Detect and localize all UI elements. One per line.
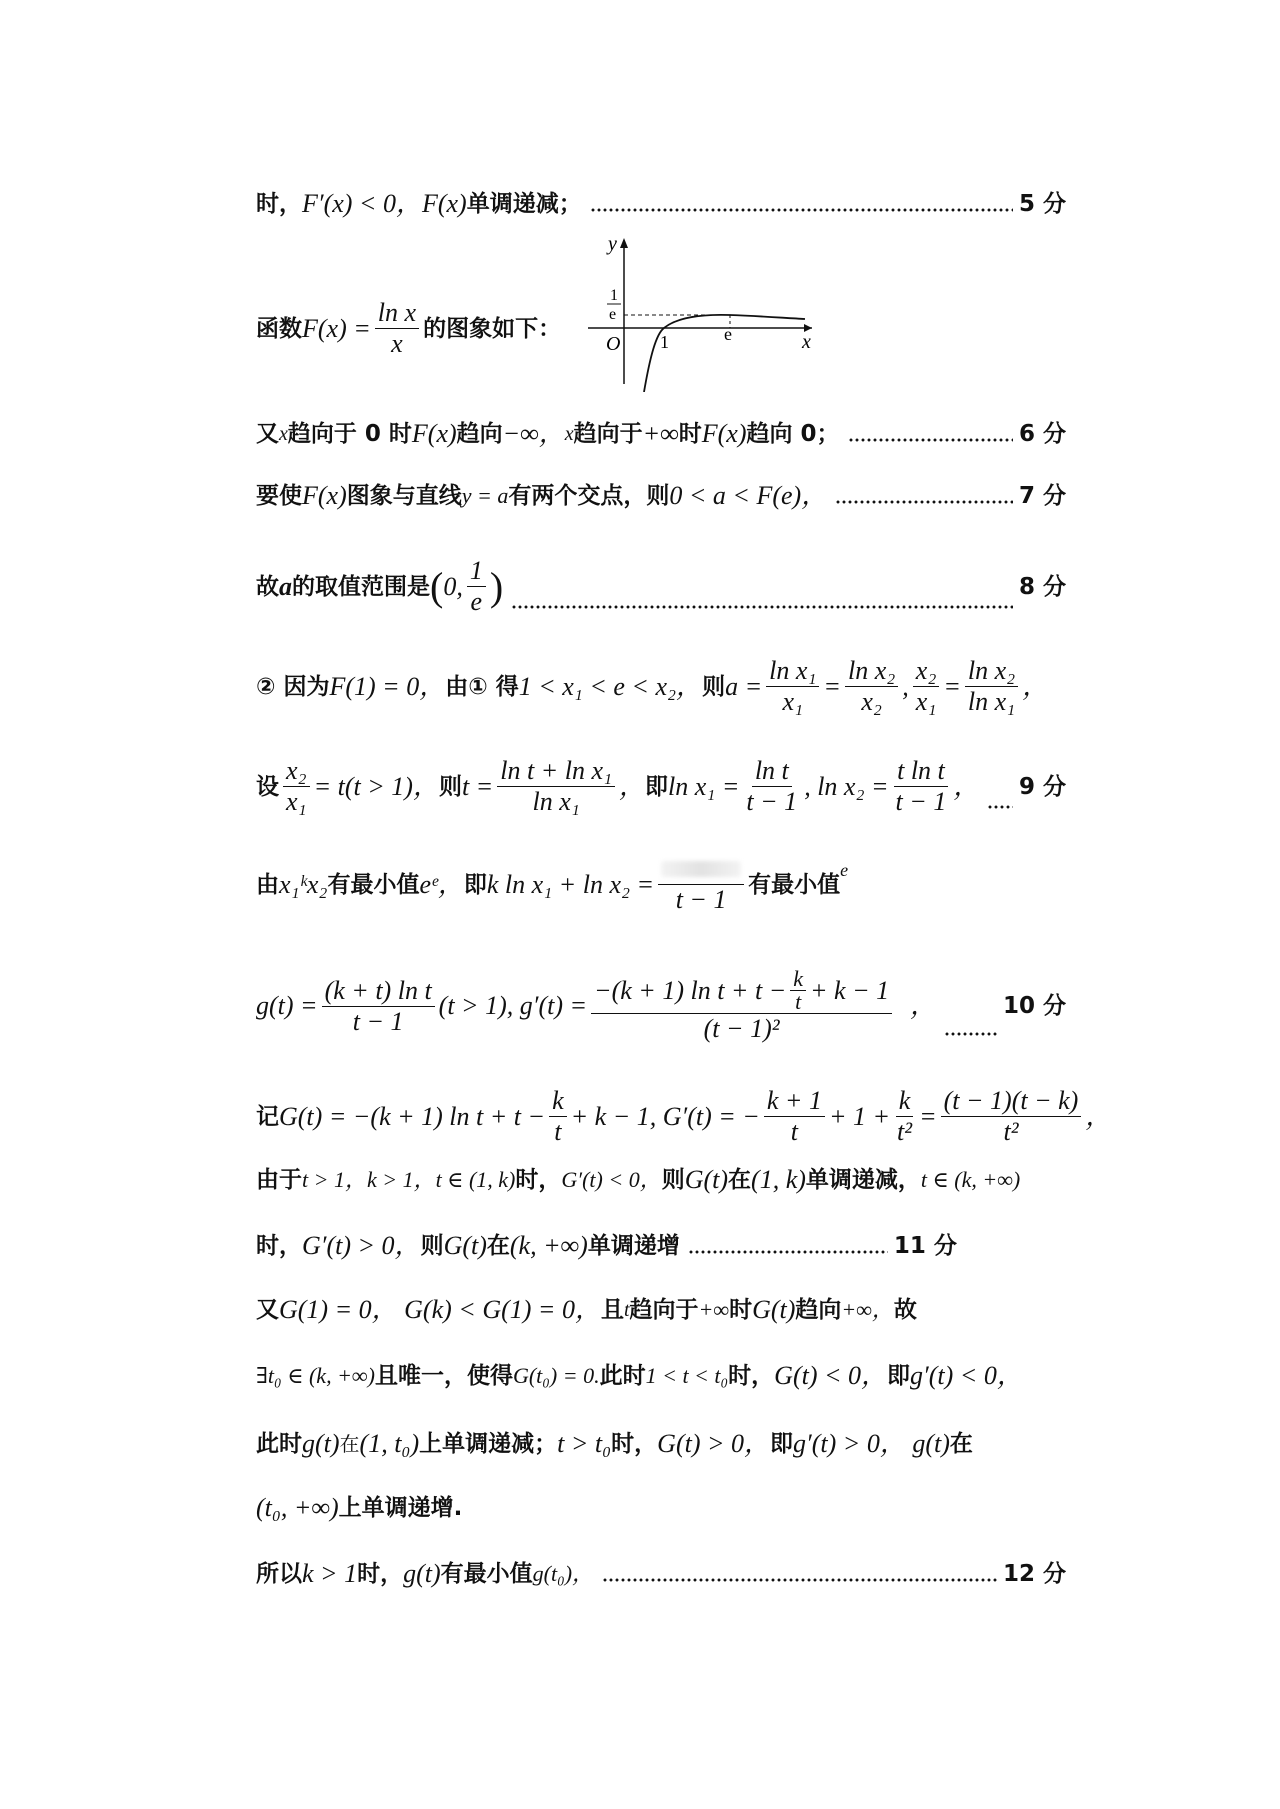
denominator: e bbox=[470, 587, 483, 616]
math: F′(x) < 0，F(x) bbox=[302, 189, 467, 218]
math: F(x) = bbox=[302, 313, 371, 343]
text: 趋向于 0 时 bbox=[287, 421, 412, 447]
dot-leader bbox=[590, 208, 1013, 212]
line-6 bbox=[256, 418, 1066, 450]
math: 1 < t < t₀ bbox=[645, 1363, 729, 1388]
math: G(1) = 0， G(k) < G(1) = 0， bbox=[279, 1295, 601, 1324]
text: 时 bbox=[678, 421, 702, 447]
math: x₁ᵏx₂ bbox=[279, 869, 328, 899]
line-G bbox=[256, 1086, 1112, 1147]
math: t bbox=[623, 1299, 630, 1321]
numerator: ln x bbox=[375, 298, 419, 329]
math: (1, t₀) bbox=[359, 1429, 420, 1458]
fraction bbox=[549, 1086, 567, 1147]
math: (t > 1), g′(t) = bbox=[438, 991, 588, 1020]
text: 图象与直线 bbox=[346, 483, 462, 509]
x-label: x bbox=[802, 331, 811, 353]
text: 则 bbox=[420, 1233, 444, 1259]
math: t > 1，k > 1，t ∈ (1, k) bbox=[302, 1167, 516, 1192]
numerator: t ln t bbox=[894, 756, 948, 787]
denominator: t bbox=[790, 1117, 799, 1146]
numerator: ln x₂ bbox=[965, 656, 1018, 687]
paren: ) bbox=[489, 563, 504, 609]
math: G(t) bbox=[684, 1165, 729, 1194]
fraction bbox=[497, 756, 615, 817]
e-label: e bbox=[724, 324, 732, 344]
math: g(t) bbox=[403, 1559, 441, 1588]
numerator: k bbox=[790, 968, 806, 991]
line-5 bbox=[256, 188, 1066, 220]
score-label: 7 分 bbox=[1018, 483, 1066, 509]
math: + k − 1 bbox=[810, 975, 890, 1005]
math: g(t₀)， bbox=[532, 1561, 595, 1586]
score-label: 5 分 bbox=[1018, 191, 1066, 217]
denominator: (t − 1)² bbox=[703, 1014, 780, 1043]
numerator: x₂ bbox=[283, 756, 310, 787]
numerator: ln t bbox=[752, 756, 792, 787]
math: k > 1 bbox=[302, 1559, 358, 1588]
text: 时， bbox=[256, 191, 302, 217]
numerator: ln x₂ bbox=[845, 656, 898, 687]
math: (k, +∞) bbox=[509, 1231, 588, 1260]
text: 函数 bbox=[256, 315, 302, 342]
line-increase bbox=[256, 1492, 1066, 1524]
text: 在 bbox=[339, 1432, 360, 1456]
text: 又 bbox=[256, 421, 279, 447]
line-7 bbox=[256, 480, 1066, 512]
text: 趋向于 bbox=[573, 421, 643, 447]
text: 上单调递减； bbox=[419, 1431, 558, 1457]
numerator: k + 1 bbox=[764, 1086, 825, 1117]
math: x bbox=[279, 423, 288, 445]
math: G(t) bbox=[752, 1295, 796, 1324]
fraction bbox=[790, 968, 806, 1013]
math: ， bbox=[619, 771, 646, 801]
math: −∞， bbox=[502, 419, 565, 448]
text: 此时 bbox=[599, 1363, 646, 1389]
line-11 bbox=[256, 1230, 1066, 1262]
line-because bbox=[256, 656, 1066, 717]
fraction bbox=[283, 756, 310, 817]
fraction bbox=[941, 1086, 1082, 1147]
math: + k − 1, G′(t) = − bbox=[570, 1101, 760, 1131]
math: ， bbox=[1022, 671, 1049, 701]
math: F(x) bbox=[701, 419, 747, 448]
numerator: (k + t) ln t bbox=[322, 976, 435, 1007]
text: 则 bbox=[702, 673, 726, 700]
math: g′(t) > 0， g(t) bbox=[793, 1429, 950, 1458]
math: G(t) = −(k + 1) ln t + t − bbox=[279, 1101, 546, 1131]
math: G(t) bbox=[443, 1231, 487, 1260]
dot-leader bbox=[688, 1250, 888, 1254]
numerator: k bbox=[549, 1086, 567, 1117]
text: 在 bbox=[949, 1431, 973, 1457]
line-then bbox=[256, 1428, 1066, 1460]
text: 时， bbox=[515, 1167, 562, 1193]
text: 由① 得 bbox=[445, 673, 519, 700]
origin-label: O bbox=[606, 333, 621, 355]
math: x bbox=[564, 423, 574, 445]
denominator: t − 1 bbox=[895, 787, 947, 816]
text: 时 bbox=[729, 1297, 753, 1323]
score-label: 9 分 bbox=[1018, 773, 1066, 800]
numerator: (t − 1)(t − k) bbox=[941, 1086, 1082, 1117]
text: 有最小值 bbox=[440, 1561, 533, 1587]
text: 记 bbox=[256, 1103, 279, 1130]
y-label: y bbox=[608, 233, 617, 255]
text: 有最小值 bbox=[748, 871, 841, 898]
math: = bbox=[943, 671, 961, 701]
math: F(x) bbox=[302, 481, 347, 510]
text: 即 bbox=[463, 871, 487, 898]
text: 趋向 0； bbox=[746, 421, 840, 447]
numerator: x₂ bbox=[913, 656, 940, 687]
math: ln x₁ = bbox=[668, 771, 740, 801]
line-10 bbox=[256, 968, 1066, 1044]
text: 时， bbox=[256, 1233, 302, 1259]
math: a bbox=[279, 571, 292, 601]
tick-den: e bbox=[609, 306, 617, 323]
math: g(t) = bbox=[256, 991, 318, 1020]
math: + 1 + bbox=[828, 1101, 891, 1131]
math: +∞， bbox=[841, 1297, 894, 1322]
denominator: t − 1 bbox=[675, 885, 727, 914]
denominator: t bbox=[795, 989, 802, 1014]
fraction bbox=[845, 656, 898, 717]
dot-leader bbox=[987, 805, 1013, 809]
text: 的取值范围是 bbox=[292, 573, 430, 600]
text: 即 bbox=[770, 1431, 794, 1457]
text: 单调递减； bbox=[466, 191, 582, 217]
fraction bbox=[764, 1086, 825, 1147]
text: 故 bbox=[256, 573, 279, 600]
dot-leader bbox=[944, 1032, 997, 1036]
line-min bbox=[256, 854, 1066, 915]
math: ， bbox=[910, 991, 937, 1020]
math: −(k + 1) ln t + t − bbox=[594, 975, 787, 1005]
text: 即 bbox=[645, 773, 669, 800]
math: F(1) = 0， bbox=[329, 671, 446, 701]
tick-num: 1 bbox=[610, 287, 618, 304]
line-also bbox=[256, 1294, 1066, 1326]
fraction bbox=[375, 298, 419, 359]
math: e bbox=[840, 860, 849, 880]
dot-leader bbox=[602, 1578, 997, 1582]
denominator: x₁ bbox=[782, 687, 804, 716]
text: 单调递增 bbox=[587, 1233, 680, 1259]
math: 1 < x₁ < e < x₂， bbox=[518, 671, 703, 701]
text: 趋向 bbox=[795, 1297, 842, 1323]
text: 趋向 bbox=[456, 421, 503, 447]
text: 且 bbox=[600, 1297, 624, 1323]
denominator: t − 1 bbox=[352, 1006, 404, 1036]
fraction bbox=[766, 656, 819, 717]
math: g(t) bbox=[302, 1429, 340, 1458]
text: 趋向于 bbox=[629, 1297, 699, 1323]
line-8 bbox=[256, 556, 1066, 617]
paren: ( bbox=[430, 563, 444, 609]
text: ② 因为 bbox=[256, 673, 330, 700]
text: 即 bbox=[887, 1363, 911, 1389]
text: 此时 bbox=[256, 1431, 302, 1457]
fraction bbox=[894, 1086, 915, 1147]
math: G(t₀) = 0. bbox=[512, 1363, 600, 1388]
text: 则 bbox=[438, 773, 462, 800]
math: = bbox=[919, 1101, 937, 1131]
text: 的图象如下： bbox=[423, 315, 562, 342]
score-label: 11 分 bbox=[893, 1233, 957, 1259]
fraction bbox=[743, 756, 800, 817]
dot-leader bbox=[835, 500, 1013, 504]
denominator: t² bbox=[897, 1117, 913, 1146]
math: (1, k) bbox=[751, 1165, 806, 1194]
numerator: ln x₁ bbox=[766, 656, 819, 687]
fraction bbox=[467, 556, 486, 617]
numerator: ln t + ln x₁ bbox=[497, 756, 615, 787]
dot-leader bbox=[511, 605, 1013, 609]
denominator: x bbox=[391, 329, 403, 358]
line-since bbox=[256, 1164, 1066, 1196]
line-12 bbox=[256, 1558, 1066, 1590]
text: 则 bbox=[661, 1167, 685, 1193]
text: 由 bbox=[256, 871, 279, 898]
math: G′(t) > 0， bbox=[302, 1231, 421, 1260]
numerator: 1 bbox=[467, 556, 486, 587]
score-label: 12 分 bbox=[1002, 1561, 1066, 1587]
math: g′(t) < 0， bbox=[910, 1361, 1023, 1390]
math: 0 < a < F(e)， bbox=[669, 481, 828, 510]
math: G(t) < 0， bbox=[774, 1361, 888, 1390]
math: t = bbox=[461, 771, 494, 801]
math: eᵉ， bbox=[419, 869, 464, 899]
fraction bbox=[893, 756, 950, 817]
math: 0, bbox=[443, 571, 463, 601]
fraction bbox=[965, 656, 1018, 717]
fraction bbox=[322, 976, 435, 1037]
text: 要使 bbox=[256, 483, 302, 509]
math: , ln x₂ = bbox=[804, 771, 889, 801]
text: 所以 bbox=[256, 1561, 302, 1587]
blurred-numerator bbox=[658, 854, 744, 885]
math: t > t₀ bbox=[557, 1429, 612, 1458]
fraction bbox=[658, 854, 744, 915]
text: 且唯一，使得 bbox=[374, 1363, 513, 1389]
y-axis-arrow bbox=[620, 238, 628, 248]
math: , bbox=[902, 671, 909, 701]
text: 又 bbox=[256, 1297, 279, 1323]
math: +∞ bbox=[698, 1297, 730, 1322]
numerator: k bbox=[896, 1086, 914, 1117]
math: k ln x₁ + ln x₂ = bbox=[486, 869, 655, 899]
text: 时， bbox=[611, 1431, 658, 1457]
score-label: 6 分 bbox=[1018, 421, 1066, 447]
one-label: 1 bbox=[660, 332, 669, 352]
fraction bbox=[591, 968, 892, 1044]
denominator: x₁ bbox=[915, 687, 937, 716]
math: t ∈ (k, +∞) bbox=[920, 1167, 1021, 1192]
denominator: ln x₁ bbox=[532, 787, 580, 816]
text: 由于 bbox=[256, 1167, 302, 1193]
math: ， bbox=[953, 771, 980, 801]
math: F(x) bbox=[411, 419, 457, 448]
text: 设 bbox=[256, 773, 279, 800]
math: ∃t₀ ∈ (k, +∞) bbox=[256, 1363, 375, 1388]
denominator: ln x₁ bbox=[967, 687, 1016, 716]
text: 有最小值 bbox=[327, 871, 420, 898]
denominator: t² bbox=[1003, 1117, 1019, 1146]
score-label: 8 分 bbox=[1018, 573, 1066, 600]
text: 故 bbox=[893, 1297, 917, 1323]
text: 上单调递增. bbox=[338, 1495, 463, 1521]
text: 单调递减， bbox=[805, 1167, 921, 1193]
math: a = bbox=[725, 671, 763, 701]
text: 时， bbox=[357, 1561, 404, 1587]
text: 时， bbox=[728, 1363, 775, 1389]
score-label: 10 分 bbox=[1002, 993, 1066, 1019]
denominator: t − 1 bbox=[746, 787, 798, 816]
denominator: x₂ bbox=[861, 687, 882, 716]
dot-leader bbox=[848, 438, 1013, 442]
math: (t₀, +∞) bbox=[256, 1493, 339, 1522]
math: ， bbox=[1085, 1101, 1112, 1131]
text: 有两个交点，则 bbox=[508, 483, 670, 509]
math: G(t) > 0， bbox=[657, 1429, 771, 1458]
text: 在 bbox=[728, 1167, 752, 1193]
math: y = a bbox=[461, 483, 509, 508]
denominator: x₁ bbox=[286, 787, 307, 816]
math: G′(t) < 0， bbox=[561, 1167, 662, 1192]
math: = bbox=[823, 671, 841, 701]
numerator bbox=[591, 968, 892, 1014]
math: = t(t > 1)， bbox=[313, 771, 439, 801]
line-9 bbox=[256, 756, 1066, 817]
text: 在 bbox=[486, 1233, 510, 1259]
math: +∞ bbox=[642, 419, 679, 448]
fraction bbox=[913, 656, 940, 717]
function-graph bbox=[580, 232, 820, 392]
line-exists bbox=[256, 1360, 1066, 1392]
denominator: t bbox=[554, 1117, 562, 1146]
